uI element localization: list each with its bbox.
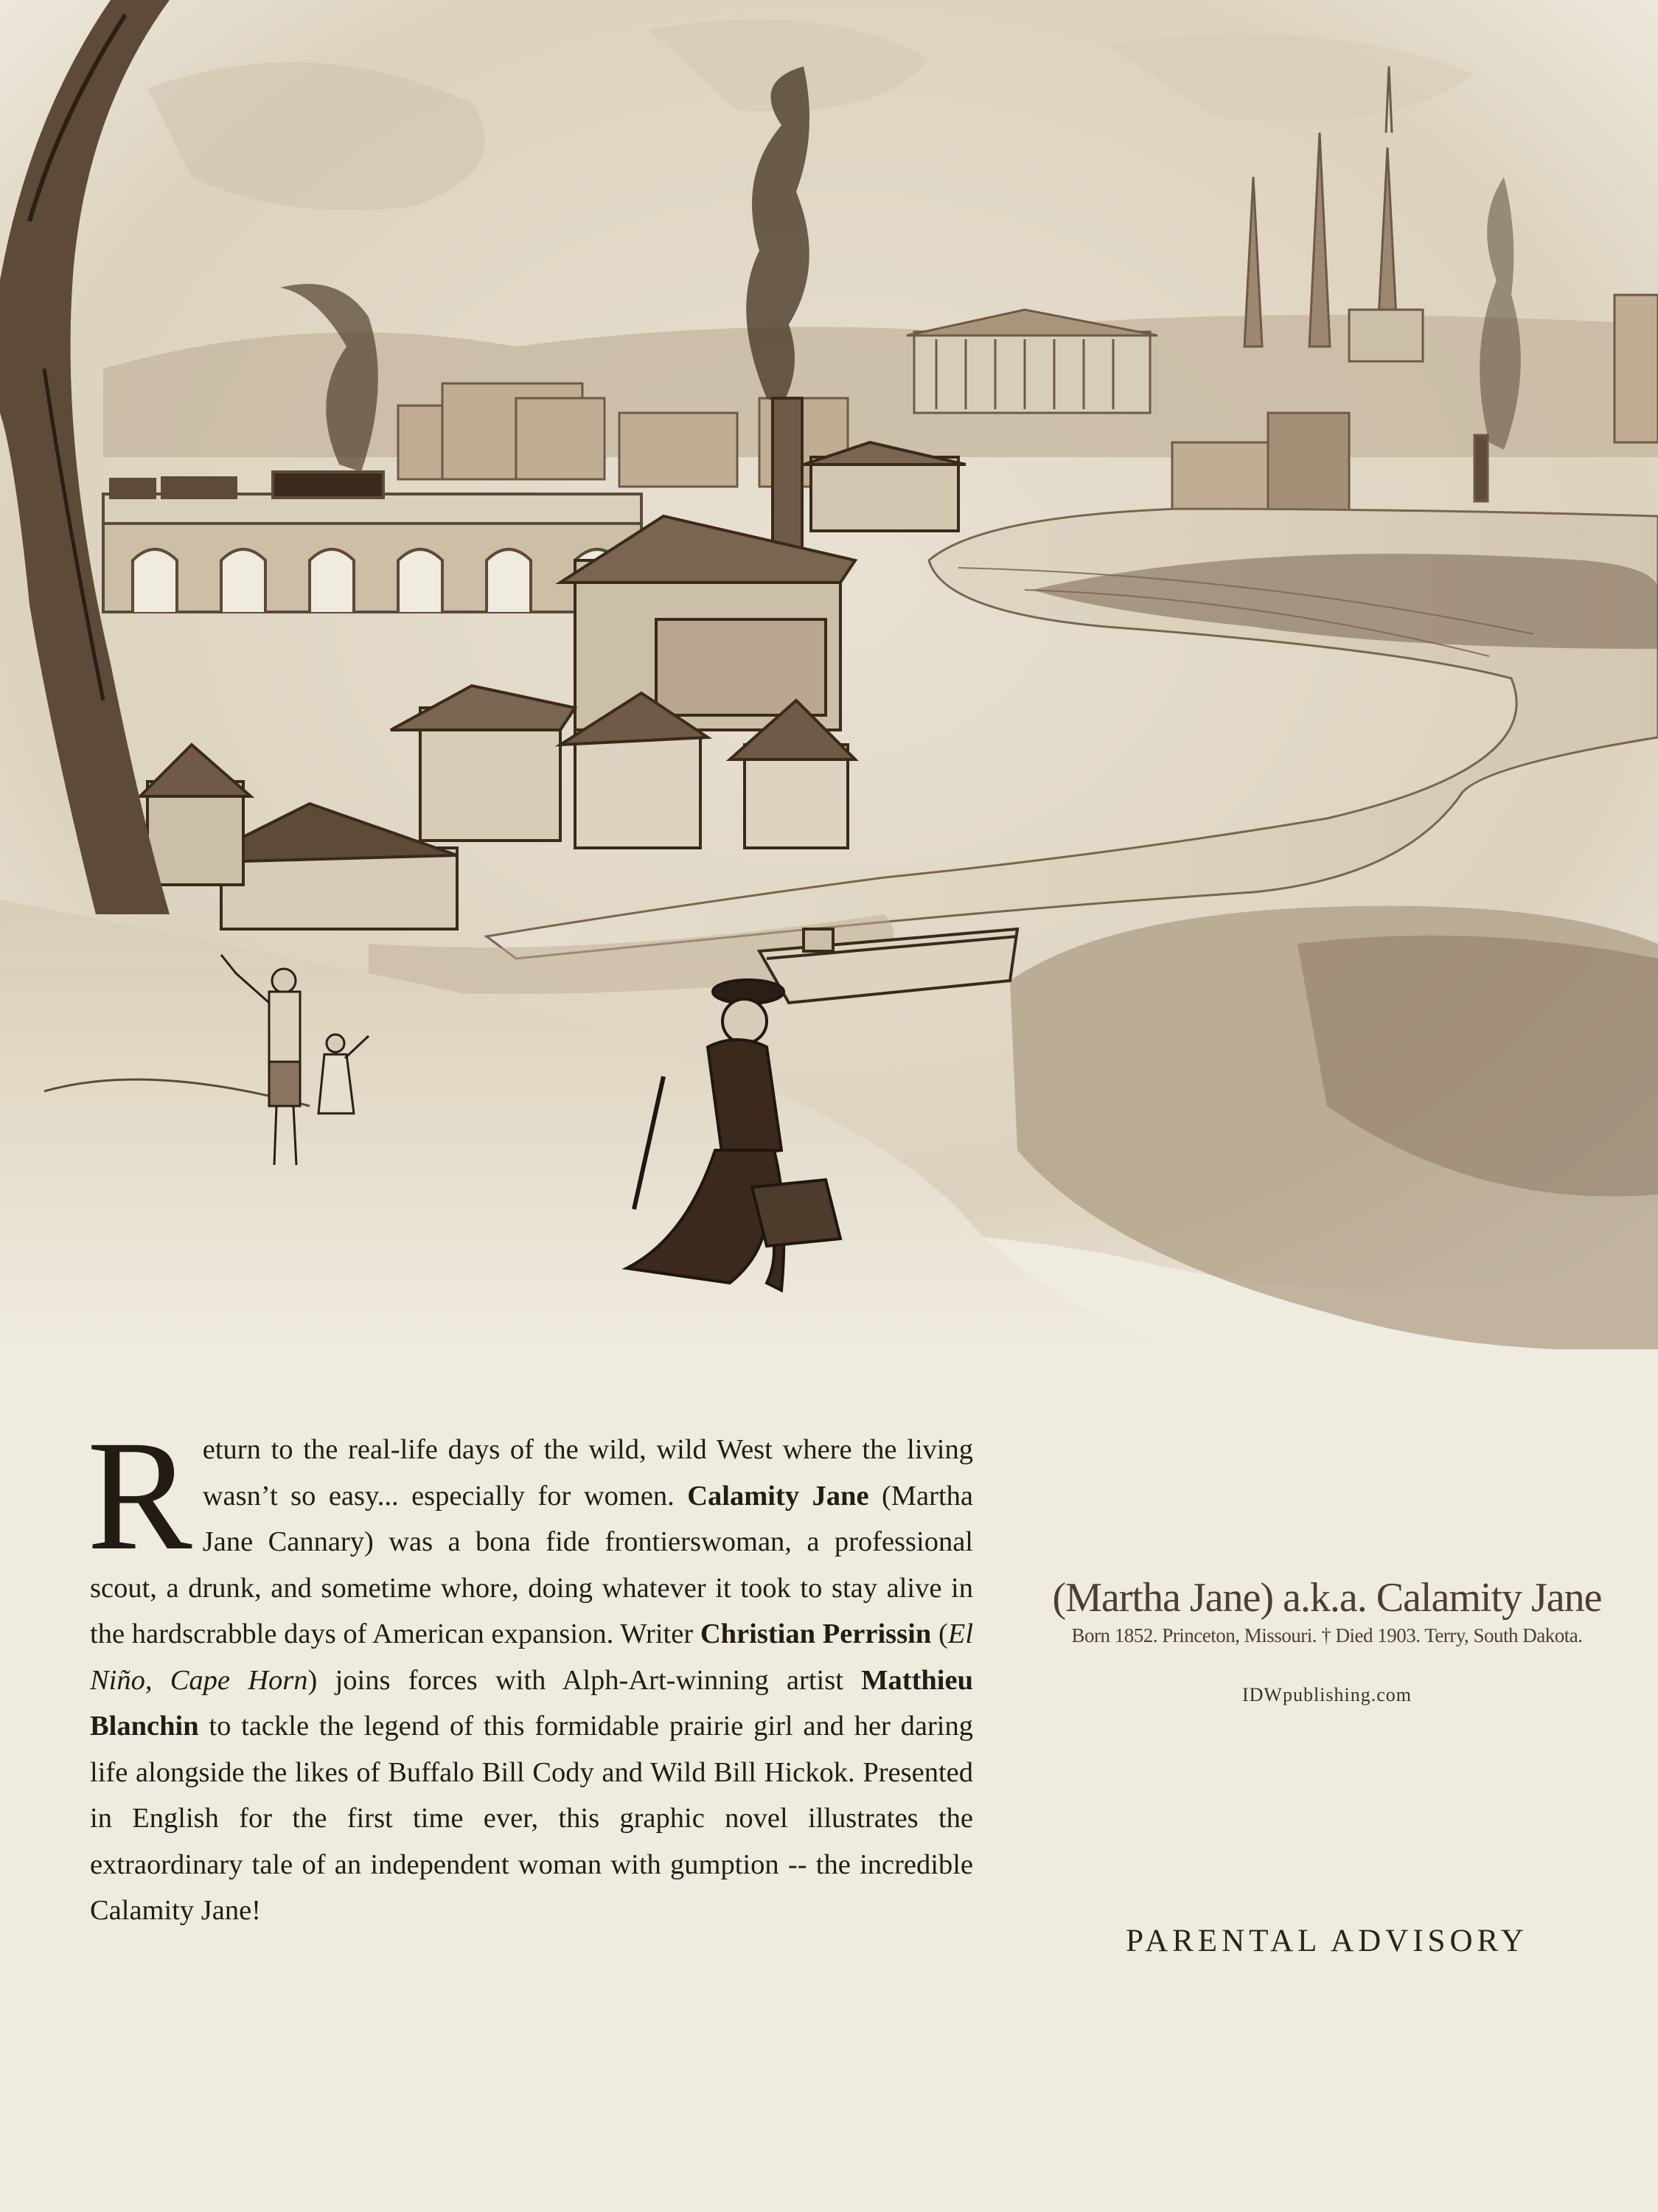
writer-name: Christian Perrissin — [700, 1618, 932, 1649]
drop-cap: R — [87, 1408, 192, 1583]
publisher-url: IDWpublishing.com — [1241, 1684, 1413, 1705]
blurb-text: ( — [931, 1618, 948, 1649]
blurb-text: to tackle the legend of this formidable prairie girl and her daring life alongside the likes of Buffalo Bill Cody and Wild Bill Hickok. Presented in English for the first time ever, this graphic novel illustrates the extraordinary tale of an independent woman with gumption -- the incredible Calamity Jane! — [90, 1711, 973, 1926]
writer-credits: El Niño, Cape Horn — [90, 1618, 974, 1696]
subject-dates: Born 1852. Princeton, Missouri. † Died 1903. Terry, South Dakota. — [1071, 1624, 1583, 1646]
subject-info — [1017, 1574, 1637, 1706]
subject-name-bold: Calamity Jane — [687, 1480, 869, 1512]
subject-title: (Martha Jane) a.k.a. Calamity Jane — [1052, 1575, 1602, 1621]
parental-advisory-label: PARENTAL ADVISORY — [1126, 1924, 1528, 1958]
viaduct — [103, 472, 641, 612]
description-blurb — [87, 1408, 974, 1934]
blurb-text: ) joins forces with Alph-Art-winning artist — [307, 1664, 862, 1696]
blurb-text: eturn to the real-life days of the wild, wild West where the living wasn’t so easy... especially for women. — [202, 1434, 973, 1512]
blurb-text: (Martha Jane Cannary) was a bona fide frontierswoman, a professional scout, a drunk, and sometime whore, doing whatever it took to stay alive in the hardscrabble days of American expansion. Writer — [90, 1480, 973, 1649]
artist-name: Matthieu Blanchin — [90, 1664, 973, 1742]
